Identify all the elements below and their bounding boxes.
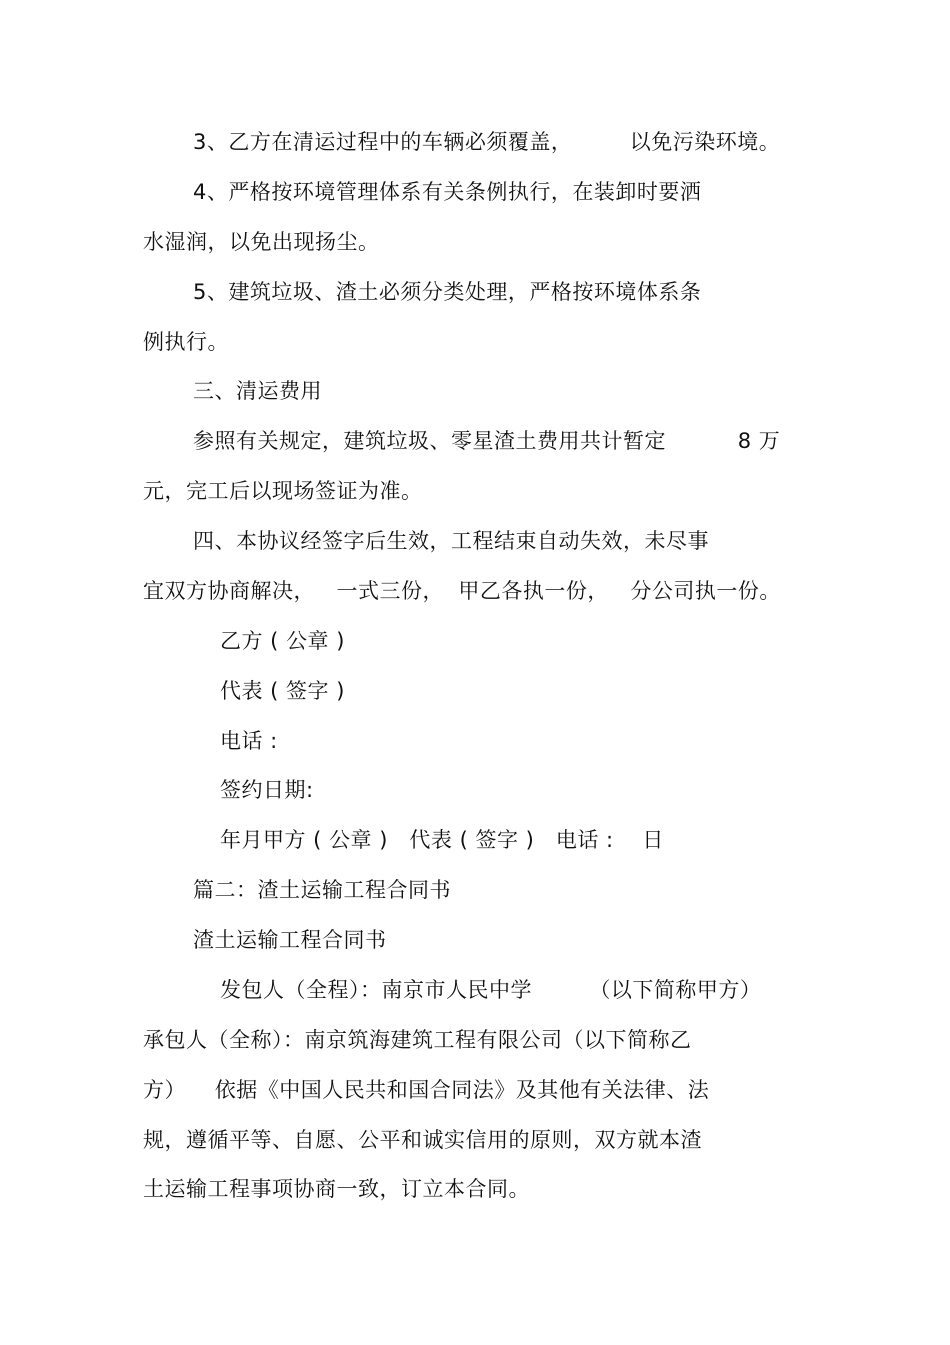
basis-line-2: 规，遵循平等、自愿、公平和诚实信用的原则，双方就本渣 [143,1128,702,1152]
chapter-2-heading: 篇二：渣土运输工程合同书 [193,878,451,902]
section-3-heading: 三、清运费用 [193,379,322,403]
employer-line: 发包人（全程）：南京市人民中学 （以下简称甲方） [220,978,762,1002]
fee-line-2: 元，完工后以现场签证为准。 [143,479,423,503]
representative-signature: 代表 ( 签字 ) [220,679,345,703]
clause-4-line-2: 水湿润，以免出现扬尘。 [143,230,380,254]
clause-3-line: 3、乙方在清运过程中的车辆必须覆盖， 以免污染环境。 [193,130,781,154]
basis-line-1: 方） 依据《中国人民共和国合同法》及其他有关法律、法 [143,1078,710,1102]
party-a-signature-line: 年月甲方 ( 公章 ) 代表 ( 签字 ) 电话 : 日 [220,828,664,852]
phone-label: 电话 : [220,729,278,753]
party-b-seal: 乙方 ( 公章 ) [220,629,345,653]
basis-line-3: 土运输工程事项协商一致，订立本合同。 [143,1177,530,1201]
signing-date-label: 签约日期: [220,778,314,802]
contract-title: 渣土运输工程合同书 [193,928,387,952]
contractor-line: 承包人（全称）：南京筑海建筑工程有限公司（以下简称乙 [143,1028,692,1052]
fee-line-1: 参照有关规定，建筑垃圾、零星渣土费用共计暂定 8 万 [193,429,781,453]
clause-5-line-1: 5、建筑垃圾、渣土必须分类处理，严格按环境体系条 [193,280,702,304]
section-4-line-1: 四、本协议经签字后生效，工程结束自动失效，未尽事 [193,529,709,553]
clause-4-line-1: 4、严格按环境管理体系有关条例执行，在装卸时要洒 [193,180,702,204]
section-4-line-2: 宜双方协商解决， 一式三份， 甲乙各执一份， 分公司执一份。 [143,579,781,603]
clause-5-line-2: 例执行。 [143,330,229,354]
